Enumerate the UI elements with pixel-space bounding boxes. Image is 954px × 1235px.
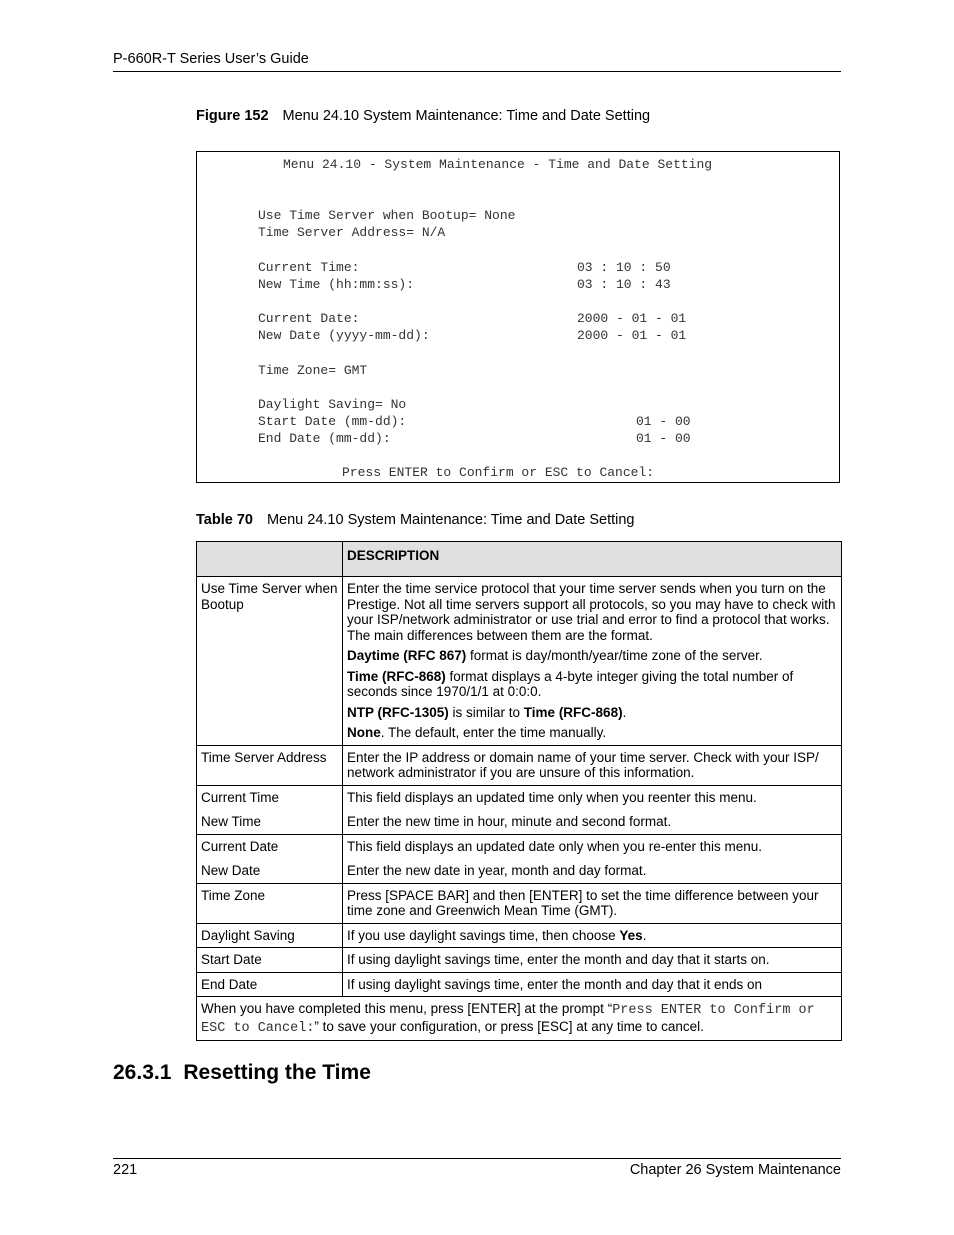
description-paragraph <box>347 705 837 721</box>
field-name: New Time <box>201 814 262 829</box>
description-paragraph: Enter the time service protocol that your time server sends when you turn on the Prestige. Not all time servers support all protocols, so you may have to check with your ISP/network administrator or use trial and error to find a protocol that works. The main differences between them are the format. <box>347 581 836 643</box>
description-cell <box>343 834 842 883</box>
section-title: Resetting the Time <box>183 1061 371 1084</box>
bold-term: Time (RFC-868) <box>523 704 623 720</box>
text: . <box>642 927 647 943</box>
field-cell: Start Date <box>197 948 343 973</box>
description-paragraph <box>347 669 837 700</box>
description-paragraph: Enter the new date in year, month and day format. <box>347 863 647 878</box>
field-cell <box>197 834 343 883</box>
field-cell: Time Zone <box>197 883 343 923</box>
screen-line-time-server-address: Time Server Address= N/A <box>258 225 446 240</box>
screen-value-new-date: 2000 - 01 - 01 <box>577 328 687 343</box>
screen-value-new-time: 03 : 10 : 43 <box>577 277 671 292</box>
page-number: 221 <box>113 1162 138 1178</box>
table-row <box>197 834 842 883</box>
screen-menu-title: Menu 24.10 - System Maintenance - Time and Date Setting <box>283 157 713 172</box>
screen-label-end-date: End Date (mm-dd): <box>258 431 391 446</box>
description-cell <box>343 785 842 834</box>
prompt-text: Press ENTER to Confirm or ESC to Cancel: <box>201 1003 815 1036</box>
table-row <box>197 997 842 1041</box>
footer-rule <box>113 1158 841 1159</box>
table-row <box>197 883 842 923</box>
description-paragraph: This field displays an updated date only when you re-enter this menu. <box>347 838 762 854</box>
description-cell <box>343 577 842 746</box>
screen-value-current-date: 2000 - 01 - 01 <box>577 311 687 326</box>
terminal-screen <box>196 151 840 483</box>
field-name: Current Date <box>201 838 279 854</box>
table-row <box>197 923 842 948</box>
header-rule <box>113 71 841 72</box>
description-paragraph: This field displays an updated time only when you reenter this menu. <box>347 789 757 805</box>
table-row <box>197 972 842 997</box>
field-name: Current Time <box>201 789 280 805</box>
figure-title: Menu 24.10 System Maintenance: Time and Date Setting <box>282 108 651 124</box>
header-description-cell: DESCRIPTION <box>343 542 842 577</box>
text: format displays a 4-byte integer giving the total number of seconds since 1970/1/1 at 0:0:0. <box>347 668 794 699</box>
header-field-cell <box>197 542 343 577</box>
field-name: New Date <box>201 863 261 878</box>
text: is similar to <box>448 704 524 720</box>
description-paragraph <box>347 648 837 664</box>
description-cell: Press [SPACE BAR] and then [ENTER] to set the time difference between your time zone and Greenwich Mean Time (GMT). <box>343 883 842 923</box>
section-number: 26.3.1 <box>113 1061 172 1084</box>
text: When you have completed this menu, press [ENTER] at the prompt “ <box>201 1001 613 1016</box>
figure-label: Figure 152 <box>196 108 269 124</box>
chapter-title: Chapter 26 System Maintenance <box>629 1162 841 1178</box>
table-header-row <box>197 542 842 577</box>
screen-line-time-zone: Time Zone= GMT <box>258 363 368 378</box>
text: If you use daylight savings time, then choose <box>347 927 620 943</box>
screen-label-current-time: Current Time: <box>258 260 360 275</box>
screen-label-new-time: New Time (hh:mm:ss): <box>258 277 415 292</box>
bold-term: None <box>347 725 381 740</box>
text: ” to save your configuration, or press [ESC] at any time to cancel. <box>314 1018 704 1034</box>
table-row <box>197 948 842 973</box>
table-row <box>197 785 842 834</box>
bold-term: NTP (RFC-1305) <box>347 704 449 720</box>
screen-value-start-date: 01 - 00 <box>636 414 691 429</box>
text: . The default, enter the time manually. <box>380 725 607 740</box>
field-cell: Use Time Server when Bootup <box>197 577 343 746</box>
field-cell: Daylight Saving <box>197 923 343 948</box>
table-row <box>197 745 842 785</box>
bold-term: Yes <box>619 927 643 943</box>
description-cell: Enter the IP address or domain name of your time server. Check with your ISP/ network administrator if you are unsure of this information. <box>343 745 842 785</box>
description-table <box>196 541 842 1041</box>
field-cell <box>197 785 343 834</box>
description-cell: If using daylight savings time, enter the month and day that it ends on <box>343 972 842 997</box>
description-paragraph: Enter the new time in hour, minute and second format. <box>347 814 672 829</box>
screen-prompt: Press ENTER to Confirm or ESC to Cancel: <box>342 465 655 480</box>
description-cell: If using daylight savings time, enter the month and day that it starts on. <box>343 948 842 973</box>
screen-value-current-time: 03 : 10 : 50 <box>577 260 671 275</box>
table-label: Table 70 <box>196 512 253 528</box>
screen-label-current-date: Current Date: <box>258 311 360 326</box>
screen-label-start-date: Start Date (mm-dd): <box>258 414 407 429</box>
table-caption <box>196 512 635 528</box>
bold-term: Time (RFC-868) <box>347 668 446 684</box>
screen-line-time-server-bootup: Use Time Server when Bootup= None <box>258 208 516 223</box>
table-title: Menu 24.10 System Maintenance: Time and Date Setting <box>266 512 635 528</box>
field-cell: Time Server Address <box>197 745 343 785</box>
screen-value-end-date: 01 - 00 <box>636 431 691 446</box>
running-header: P-660R-T Series User’s Guide <box>113 51 309 67</box>
screen-line-daylight-saving: Daylight Saving= No <box>258 397 407 412</box>
description-paragraph <box>347 725 837 741</box>
description-cell <box>343 923 842 948</box>
section-heading <box>113 1061 371 1085</box>
text: . <box>622 704 627 720</box>
text: format is day/month/year/time zone of the server. <box>466 648 763 663</box>
table-row <box>197 577 842 746</box>
field-cell: End Date <box>197 972 343 997</box>
figure-caption <box>196 108 650 124</box>
bold-term: Daytime (RFC 867) <box>347 648 467 663</box>
screen-label-new-date: New Date (yyyy-mm-dd): <box>258 328 430 343</box>
summary-cell <box>197 997 842 1041</box>
